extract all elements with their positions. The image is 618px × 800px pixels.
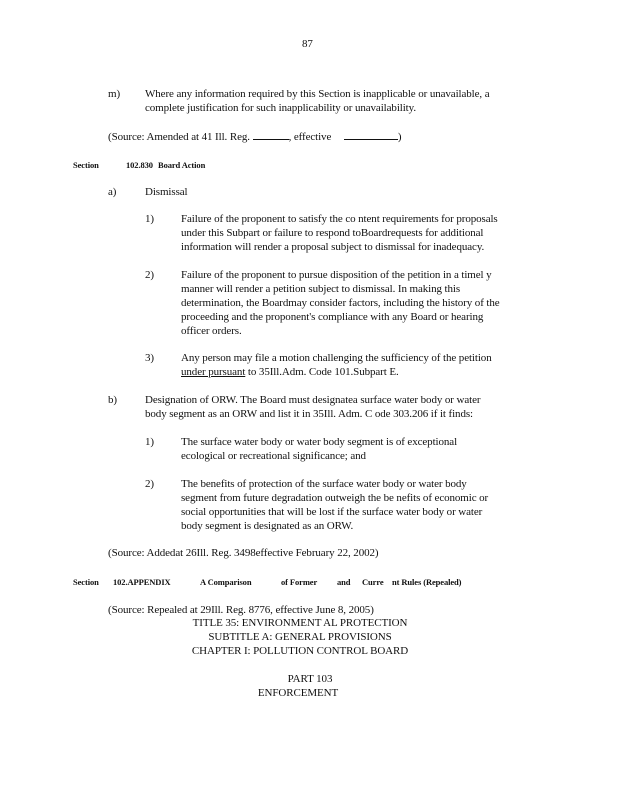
appendix-section-label: Section [73,577,99,587]
appendix-title-part5: nt Rules (Repealed) [392,577,462,587]
source-middle: , effective [288,131,332,143]
item-b-line2: body segment as an ORW and list it in 35Ill. Adm. C ode 303.206 if it finds: [145,408,473,420]
appendix-number: 102.APPENDIX [113,577,171,587]
item-b1-line2: ecological or recreational significance; and [181,450,366,462]
underlined-text: under pursuant [181,366,246,378]
appendix-title-part4: Curre [362,577,384,587]
item-a2-line1: Failure of the proponent to pursue disposition of the petition in a timel y [181,269,492,281]
item-label-a2: 2) [145,269,154,281]
blank-effective-date [344,130,398,140]
part-title: ENFORCEMENT [257,687,339,699]
source-note-added: (Source: Addedat 26Ill. Reg. 3498effective February 22, 2002) [108,547,379,559]
item-label-a3: 3) [145,352,154,364]
item-b2-line3: social opportunities that will be lost if the surface water body or water [181,506,483,518]
item-a-title: Dismissal [145,186,188,198]
item-a3-line2-rest: to 35Ill.Adm. Code 101.Subpart E. [245,366,399,378]
page-number: 87 [302,38,313,50]
item-a3-line1: Any person may file a motion challenging the sufficiency of the petition [181,352,492,364]
item-m-line2: complete justification for such inapplicability or unavailability. [145,102,416,114]
part-line: PART 103 [287,673,333,685]
item-a1-line3: information will render a proposal subject to dismissal for inadequacy. [181,241,485,253]
item-b1-line1: The surface water body or water body segment is of exceptional [181,436,458,448]
appendix-title-part1: A Comparison [200,577,252,587]
item-a2-line3: determination, the Boardmay consider factors, including the history of the [181,297,500,309]
section-number: 102.830 [126,160,153,170]
item-a1-line2: under this Subpart or failure to respond toBoardrequests for additional [181,227,484,239]
appendix-title-part3: and [337,577,351,587]
item-label-a: a) [108,186,117,198]
section-label: Section [73,160,99,170]
source-suffix: ) [397,131,402,143]
item-b2-line4: body segment is designated as an ORW. [181,520,354,532]
item-label-m: m) [108,88,121,100]
title-line: TITLE 35: ENVIRONMENT AL PROTECTION [192,617,408,629]
item-a2-line4: proceeding and the proponent's compliance with any Board or hearing [181,311,484,323]
item-label-a1: 1) [145,213,154,225]
item-a2-line5: officer orders. [181,325,242,337]
item-label-b1: 1) [145,436,154,448]
source-note-repealed: (Source: Repealed at 29Ill. Reg. 8776, effective June 8, 2005) [108,604,374,616]
item-a3-line2 [181,365,399,379]
section-title: Board Action [158,160,206,170]
item-b2-line2: segment from future degradation outweigh the be nefits of economic or [181,492,489,504]
item-b2-line1: The benefits of protection of the surface water body or water body [181,478,467,490]
chapter-line: CHAPTER I: POLLUTION CONTROL BOARD [191,645,409,657]
item-label-b: b) [108,394,117,406]
item-label-b2: 2) [145,478,154,490]
source-prefix: (Source: Amended at 41 Ill. Reg. [108,131,250,143]
item-b-line1: Designation of ORW. The Board must designatea surface water body or water [145,394,481,406]
source-note-amended [108,130,401,144]
blank-register-page [253,130,289,140]
item-a1-line1: Failure of the proponent to satisfy the co ntent requirements for proposals [181,213,498,225]
item-m-line1: Where any information required by this Section is inapplicable or unavailable, a [145,88,490,100]
item-a2-line2: manner will render a petition subject to dismissal. In making this [181,283,461,295]
subtitle-line: SUBTITLE A: GENERAL PROVISIONS [208,631,392,643]
appendix-title-part2: of Former [281,577,318,587]
